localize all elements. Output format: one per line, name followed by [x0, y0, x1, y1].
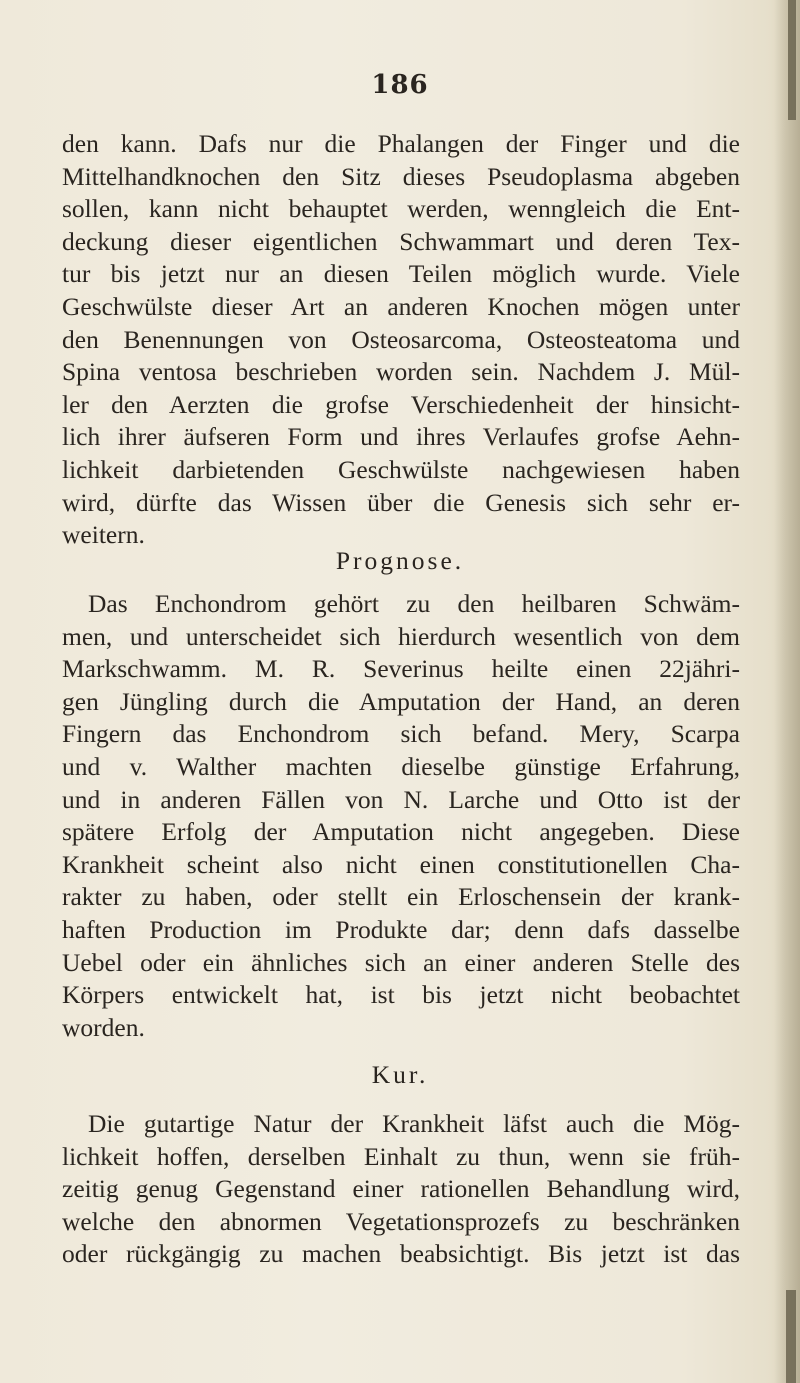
text-line: welche den abnormen Vegetationsprozefs zu beschränken	[62, 1206, 740, 1236]
text-line: zeitig genug Gegenstand einer rationellen Behandlung wird,	[62, 1174, 740, 1204]
text-line: Das Enchondrom gehört zu den heilbaren Schwäm-	[88, 589, 740, 618]
text-line: lich ihrer äufseren Form und ihres Verlaufes grofse Aehn-	[62, 422, 740, 452]
text-line: deckung dieser eigentlichen Schwammart und deren Tex-	[62, 226, 740, 256]
text-line: Fingern das Enchondrom sich befand. Mery, Scarpa	[62, 719, 740, 749]
text-line: lichkeit hoffen, derselben Einhalt zu thun, wenn sie früh-	[62, 1141, 740, 1171]
text-line: den Benennungen von Osteosarcoma, Osteosteatoma und	[62, 324, 740, 354]
text-line: lichkeit darbietenden Geschwülste nachgewiesen haben	[62, 454, 740, 484]
text-line: gen Jüngling durch die Amputation der Hand, an deren	[62, 686, 740, 716]
text-line: und v. Walther machten dieselbe günstige Erfahrung,	[62, 751, 740, 781]
text-line: und in anderen Fällen von N. Larche und Otto ist der	[62, 784, 740, 814]
text-line: Mittelhandknochen den Sitz dieses Pseudoplasma abgeben	[62, 161, 740, 191]
text-line: den kann. Dafs nur die Phalangen der Finger und die	[62, 129, 740, 158]
text-line: Geschwülste dieser Art an anderen Knochen mögen unter	[62, 291, 740, 321]
page-edge-mark	[786, 1290, 796, 1383]
paragraph-prognosis	[62, 588, 740, 1044]
text-line: oder rückgängig zu machen beabsichtigt. Bis jetzt ist das	[62, 1239, 740, 1269]
paragraph-treatment	[62, 1108, 740, 1271]
text-line: haften Production im Produkte dar; denn dafs dasselbe	[62, 914, 740, 944]
text-line: Die gutartige Natur der Krankheit läfst auch die Mög-	[88, 1109, 740, 1138]
text-line: spätere Erfolg der Amputation nicht angegeben. Diese	[62, 817, 740, 847]
text-line: men, und unterscheidet sich hierdurch wesentlich von dem	[62, 621, 740, 651]
text-line: Markschwamm. M. R. Severinus heilte einen 22jähri-	[62, 654, 740, 684]
page-edge-shadow	[774, 0, 800, 1383]
text-line: sollen, kann nicht behauptet werden, wenngleich die Ent-	[62, 194, 740, 224]
section-heading-prognose: Prognose.	[335, 546, 465, 575]
text-line: Uebel oder ein ähnliches sich an einer anderen Stelle des	[62, 947, 740, 977]
section-heading-kur: Kur.	[371, 1060, 429, 1089]
text-line: tur bis jetzt nur an diesen Teilen möglich wurde. Viele	[62, 259, 740, 289]
page-edge-mark	[788, 0, 796, 120]
text-line: worden.	[62, 1012, 145, 1042]
text-line: Spina ventosa beschrieben worden sein. Nachdem J. Mül-	[62, 357, 740, 387]
paragraph-origins	[62, 128, 740, 552]
text-line: wird, dürfte das Wissen über die Genesis sich sehr er-	[62, 487, 740, 517]
page-number: 186	[371, 70, 429, 100]
text-line: ler den Aerzten die grofse Verschiedenheit der hinsicht-	[62, 389, 740, 419]
text-line: weitern.	[62, 520, 145, 550]
text-line: rakter zu haben, oder stellt ein Erloschensein der krank-	[62, 882, 740, 912]
text-line: Krankheit scheint also nicht einen constitutionellen Cha-	[62, 849, 740, 879]
text-line: Körpers entwickelt hat, ist bis jetzt nicht beobachtet	[62, 980, 740, 1010]
